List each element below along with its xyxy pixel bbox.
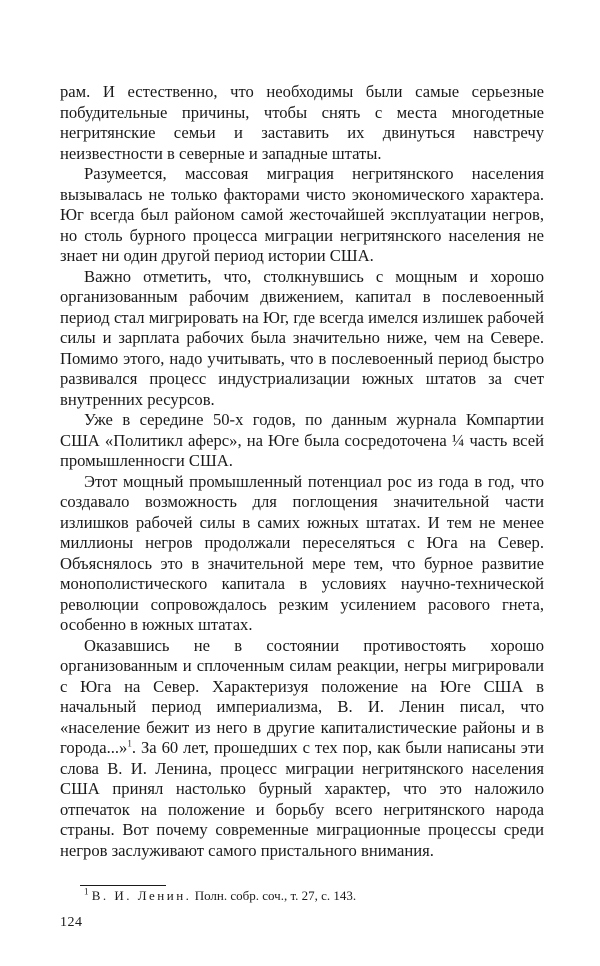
paragraph-6-text: Оказавшись не в состоянии противостоять хорошо организованным и сплоченным силам реакции, негры мигрировали с Юга на Север. Характеризуя положение на Юге США в начальный период империализма, В. И. Ленин писал, что «население бежит из него в другие капиталистические районы и в города...» [60,635,544,757]
footnote-mark: 1 [84,886,89,897]
paragraph-5: Этот мощный промышленный потенциал рос из года в год, что создавало возможность для поглощения значительной части излишков рабочей силы в самих южных штатах. И тем не менее миллионы негров продолжали переселяться с Юга на Север. Объяснялось это в значительной мере тем, что бурное развитие монополистического капитала в условиях научно-технической революции сопровождалось резким усилением расового гнета, особенно в южных штатах. [60,471,544,634]
footnote-author: В. И. Ленин. [91,888,192,903]
paragraph-4: Уже в середине 50-х годов, по данным журнала Компартии США «Политикл аферс», на Юге была сосредоточена ¼ часть всей промышленносги США. [60,410,544,470]
page-body [60,82,544,861]
paragraph-2: Разумеется, массовая миграция негритянского населения вызывалась не только факторами чисто экономического характера. Юг всегда был районом самой жесточайшей эксплуатации негров, но столь бурного процесса миграции негритянского населения не знает ни один другой период истории США. [60,164,544,265]
paragraph-3: Важно отметить, что, столкнувшись с мощным и хорошо организованным рабочим движением, капитал в послевоенный период стал мигрировать на Юг, где всегда имелся излишек рабочей силы и зарплата рабочих была значительно ниже, чем на Севере. Помимо этого, надо учитывать, что в послевоенный период быстро развивался процесс индустриализации южных штатов за счет внутренних ресурсов. [60,266,544,409]
footnote-divider [80,885,166,886]
paragraph-6 [60,636,544,862]
footnote [84,888,544,904]
paragraph-6-continuation: . За 60 лет, прошедших с тех пор, как были написаны эти слова В. И. Ленина, процесс миграции негритянского населения США принял настолько бурный характер, что это наложило отпечаток на положение и борьбу всего негритянского народа страны. Вот почему современные миграционные процессы среди негров заслуживают самого пристального внимания. [60,738,544,860]
footnote-source: Полн. собр. соч., т. 27, с. 143. [194,888,357,903]
paragraph-1: рам. И естественно, что необходимы были самые серьезные побудительные причины, чтобы снять с места многодетные негритянские семьи и заставить их двинуться навстречу неизвестности в северные и западные штаты. [60,82,544,163]
page-number: 124 [60,915,83,930]
footnote-reference: 1 [127,738,132,749]
